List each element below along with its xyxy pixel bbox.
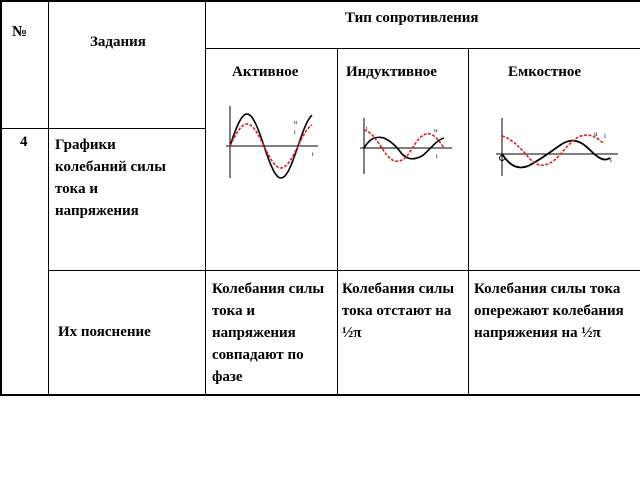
graph-row-divider [48, 270, 640, 271]
header-inductive: Индуктивное [346, 64, 437, 80]
col-divider-2 [205, 0, 206, 396]
u-label: u [434, 128, 437, 134]
header-sub-divider [205, 48, 640, 49]
header-number: № [12, 24, 28, 40]
explain-inductive: Колебания силы тока отстают на ½π [342, 281, 455, 341]
i-label: i [294, 130, 296, 136]
graph-capacitive [492, 116, 628, 178]
explain-capacitive: Колебания силы тока опережают колебания напряжения на ½π [474, 281, 624, 341]
header-tasks: Задания [90, 34, 146, 50]
graphs-label: Графики колебаний силы тока и напряжения [55, 137, 166, 219]
header-row-divider [0, 128, 205, 129]
col-divider-3 [337, 48, 338, 396]
i-label: i [366, 126, 368, 132]
col-divider-4 [468, 48, 469, 396]
explain-label: Их пояснение [58, 324, 151, 340]
header-capacitive: Емкостное [508, 64, 581, 80]
t-label: t [312, 152, 314, 158]
graph-active [218, 102, 324, 182]
explain-active: Колебания силы тока и напряжения совпадают по фазе [212, 281, 325, 385]
i-label: i [604, 132, 606, 140]
header-resistance-type: Тип сопротивления [345, 10, 479, 26]
col-divider-1 [48, 0, 49, 396]
header-active: Активное [232, 64, 299, 80]
u-label: u [594, 130, 598, 138]
graph-inductive [356, 116, 456, 178]
t-label: t [436, 154, 438, 160]
u-label: u [294, 120, 297, 126]
t-label: t [610, 156, 612, 164]
table-top-border [0, 0, 640, 2]
table-bottom-border [0, 394, 640, 396]
table-left-border [0, 0, 2, 396]
row-number: 4 [20, 134, 28, 150]
